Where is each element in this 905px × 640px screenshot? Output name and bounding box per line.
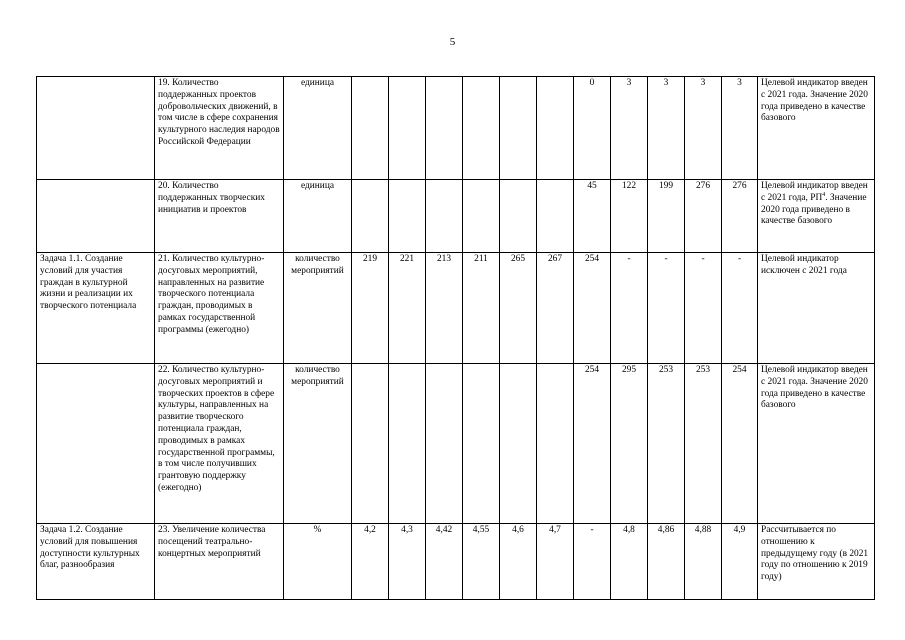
value-cell: 4,8 (611, 524, 648, 600)
value-cell: 221 (389, 253, 426, 364)
note-text: Целевой индикатор введен с 2021 года, РП (761, 181, 868, 203)
indicators-table (36, 76, 875, 600)
unit-cell: единица (284, 77, 352, 180)
value-cell: 254 (574, 253, 611, 364)
note-cell (758, 180, 875, 253)
value-cell: 3 (611, 77, 648, 180)
value-cell (463, 77, 500, 180)
value-cell (389, 180, 426, 253)
value-cell: 211 (463, 253, 500, 364)
value-cell: 122 (611, 180, 648, 253)
value-cell: 276 (722, 180, 758, 253)
indicator-cell: 21. Количество культурно-досуговых мероприятий, направленных на развитие творческого потенциала граждан, проводимых в рамках государственной программы (ежегодно) (155, 253, 284, 364)
value-cell: 4,86 (648, 524, 685, 600)
task-cell (37, 180, 155, 253)
note-cell: Целевой индикатор введен с 2021 года. Значение 2020 года приведено в качестве базового (758, 77, 875, 180)
value-cell: 219 (352, 253, 389, 364)
footnote-marker: 4 (822, 191, 826, 198)
unit-cell: количество мероприятий (284, 364, 352, 524)
value-cell: 3 (722, 77, 758, 180)
value-cell: 276 (685, 180, 722, 253)
table-row (37, 253, 875, 364)
value-cell (537, 364, 574, 524)
note-cell: Целевой индикатор исключен с 2021 года (758, 253, 875, 364)
value-cell (426, 77, 463, 180)
table-row (37, 180, 875, 253)
note-cell: Рассчитывается по отношению к предыдущему году (в 2021 году по отношению к 2019 году) (758, 524, 875, 600)
value-cell: - (648, 253, 685, 364)
value-cell: 199 (648, 180, 685, 253)
value-cell (426, 180, 463, 253)
value-cell: - (574, 524, 611, 600)
value-cell (389, 77, 426, 180)
value-cell (352, 77, 389, 180)
indicator-cell: 20. Количество поддержанных творческих инициатив и проектов (155, 180, 284, 253)
value-cell: 267 (537, 253, 574, 364)
value-cell: - (685, 253, 722, 364)
value-cell: 4,6 (500, 524, 537, 600)
value-cell (352, 180, 389, 253)
task-cell (37, 77, 155, 180)
value-cell (389, 364, 426, 524)
value-cell: 0 (574, 77, 611, 180)
value-cell (537, 180, 574, 253)
value-cell: 254 (722, 364, 758, 524)
indicator-cell: 23. Увеличение количества посещений театрально-концертных мероприятий (155, 524, 284, 600)
value-cell: 253 (685, 364, 722, 524)
value-cell (463, 180, 500, 253)
value-cell: 4,42 (426, 524, 463, 600)
value-cell: 3 (648, 77, 685, 180)
value-cell: - (611, 253, 648, 364)
task-cell: Задача 1.2. Создание условий для повышения доступности культурных благ, разнообразия (37, 524, 155, 600)
table-row (37, 524, 875, 600)
value-cell: 4,7 (537, 524, 574, 600)
value-cell: 4,55 (463, 524, 500, 600)
value-cell: 253 (648, 364, 685, 524)
note-text: . Значение 2020 года приведено в качестве базового (761, 192, 867, 227)
unit-cell: количество мероприятий (284, 253, 352, 364)
value-cell: 4,3 (389, 524, 426, 600)
value-cell: 295 (611, 364, 648, 524)
page-number: 5 (449, 36, 456, 48)
value-cell: 3 (685, 77, 722, 180)
value-cell (500, 180, 537, 253)
value-cell (426, 364, 463, 524)
value-cell: 45 (574, 180, 611, 253)
value-cell (500, 77, 537, 180)
value-cell: 265 (500, 253, 537, 364)
indicator-cell: 19. Количество поддержанных проектов добровольческих движений, в том числе в сфере сохранения культурного наследия народов Российской Федерации (155, 77, 284, 180)
value-cell: 213 (426, 253, 463, 364)
value-cell: 4,2 (352, 524, 389, 600)
unit-cell: единица (284, 180, 352, 253)
indicator-cell: 22. Количество культурно-досуговых мероприятий и творческих проектов в сфере культуры, направленных на развитие творческого потенциала граждан, проводимых в рамках государственной программы, в том числе получивших грантовую поддержку (ежегодно) (155, 364, 284, 524)
value-cell: 4,9 (722, 524, 758, 600)
value-cell: 4,88 (685, 524, 722, 600)
task-cell: Задача 1.1. Создание условий для участия граждан в культурной жизни и реализации их творческого потенциала (37, 253, 155, 364)
value-cell (500, 364, 537, 524)
value-cell (537, 77, 574, 180)
task-cell (37, 364, 155, 524)
value-cell (463, 364, 500, 524)
table-row (37, 77, 875, 180)
table-row (37, 364, 875, 524)
note-cell: Целевой индикатор введен с 2021 года. Значение 2020 года приведено в качестве базового (758, 364, 875, 524)
unit-cell: % (284, 524, 352, 600)
value-cell: - (722, 253, 758, 364)
value-cell (352, 364, 389, 524)
value-cell: 254 (574, 364, 611, 524)
